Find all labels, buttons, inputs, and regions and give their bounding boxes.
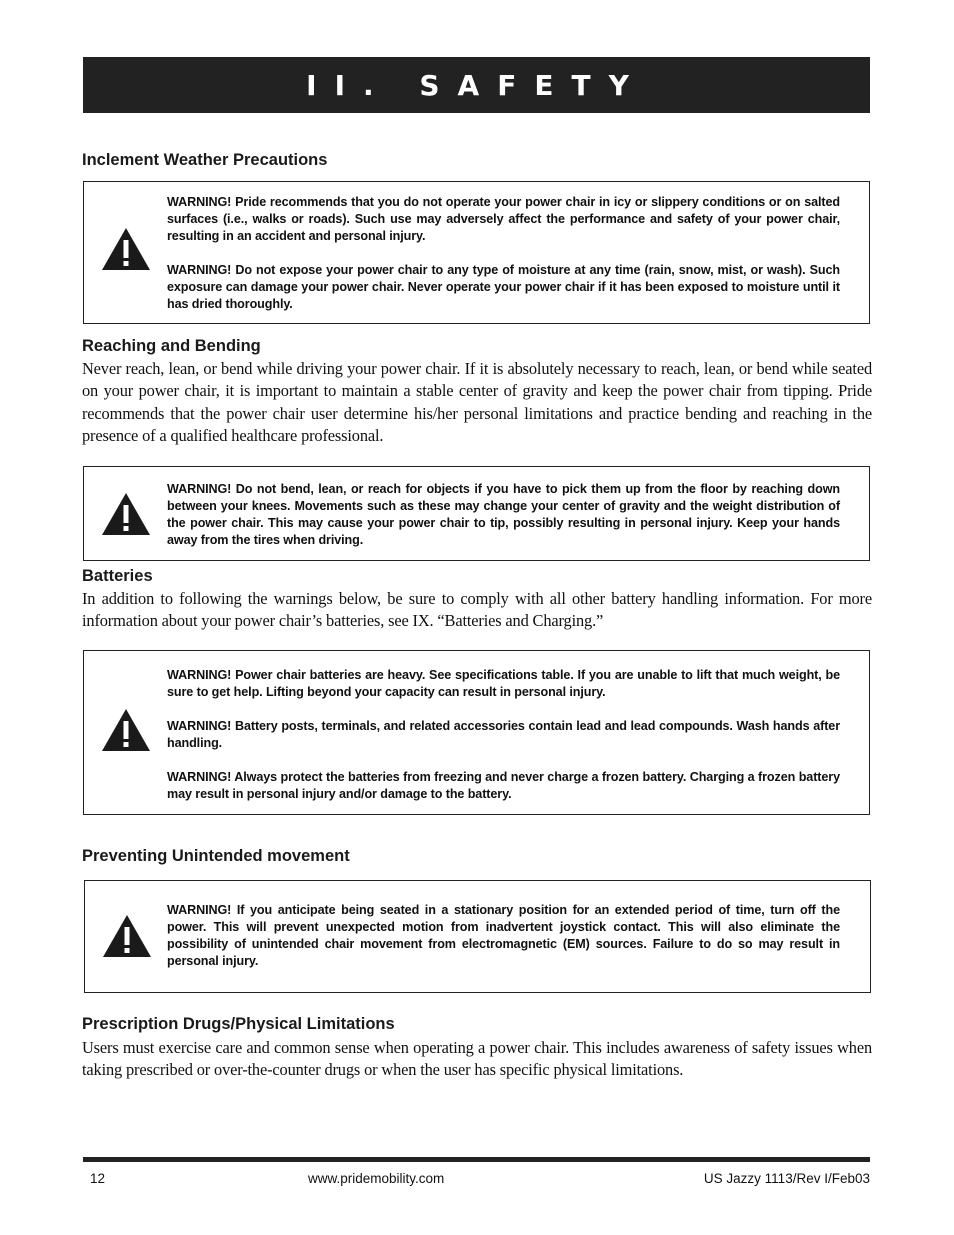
- section-title: II. SAFETY: [306, 68, 647, 102]
- warning-triangle-icon: [100, 226, 152, 272]
- warning-triangle-icon: [101, 913, 153, 959]
- warning-weather-2: WARNING! Do not expose your power chair to any type of moisture at any time (rain, snow, mist, or wash). Such exposure can damage your power chair. Never operate your power chair if it has been exposed to moisture until it has dried thoroughly.: [167, 263, 840, 311]
- footer-rule: [83, 1157, 870, 1162]
- body-reaching-bending: Never reach, lean, or bend while driving your power chair. If it is absolutely necessary to reach, lean, or bend while seated on your power chair, it is important to maintain a stable center of gravity and keep the power chair from tipping. Pride recommends that the power chair user determine his/her personal limitations and practice bending and reaching in the presence of a qualified healthcare professional.: [82, 359, 872, 446]
- warning-triangle-icon: [100, 491, 152, 537]
- warning-box-weather: [83, 181, 870, 324]
- warning-text-weather: [167, 194, 840, 313]
- warning-weather-1: WARNING! Pride recommends that you do not operate your power chair in icy or slippery conditions or on salted surfaces (i.e., walks or roads). Such use may adversely affect the performance and safety of your power chair, resulting in an accident and personal injury.: [167, 195, 840, 243]
- warning-text-reaching: [167, 481, 840, 549]
- warning-batteries-1: WARNING! Power chair batteries are heavy. See specifications table. If you are unable to lift that much weight, be sure to get help. Lifting beyond your capacity can result in personal injury.: [167, 668, 840, 699]
- footer-doc-id: US Jazzy 1113/Rev I/Feb03: [703, 1171, 870, 1186]
- body-batteries: In addition to following the warnings below, be sure to comply with all other battery handling information. For more information about your power chair’s batteries, see IX. “Batteries and Charging.”: [82, 589, 872, 631]
- warning-box-batteries: [83, 650, 870, 815]
- warning-triangle-icon: [100, 707, 152, 753]
- warning-box-reaching: [83, 466, 870, 561]
- warning-box-movement: [84, 880, 871, 993]
- body-prescription-drugs: Users must exercise care and common sense when operating a power chair. This includes awareness of safety issues when taking prescribed or over-the-counter drugs or when the user has specific physical limitations.: [82, 1038, 872, 1080]
- footer-page-number: 12: [90, 1171, 106, 1186]
- heading-reaching-bending: Reaching and Bending: [82, 337, 261, 355]
- warning-movement-1: WARNING! If you anticipate being seated in a stationary position for an extended period of time, turn off the power. This will prevent unexpected motion from inadvertent joystick contact. This will also eliminate the possibility of unintended chair movement from electromagnetic (EM) sources. Failure to do so may result in personal injury.: [167, 903, 840, 968]
- warning-reaching-1: WARNING! Do not bend, lean, or reach for objects if you have to pick them up from the floor by reaching down between your knees. Movements such as these may change your center of gravity and the weight distribution of the power chair. This may cause your power chair to tip, possibly resulting in personal injury. Keep your hands away from the tires when driving.: [167, 482, 840, 547]
- footer-website[interactable]: www.pridemobility.com: [308, 1171, 445, 1186]
- warning-text-batteries: [167, 667, 840, 803]
- heading-inclement-weather: Inclement Weather Precautions: [82, 151, 328, 169]
- warning-batteries-3: WARNING! Always protect the batteries from freezing and never charge a frozen battery. Charging a frozen battery may result in personal injury and/or damage to the battery.: [167, 770, 840, 801]
- warning-text-movement: [167, 902, 840, 970]
- section-banner: [83, 57, 870, 113]
- heading-batteries: Batteries: [82, 567, 153, 585]
- warning-batteries-2: WARNING! Battery posts, terminals, and related accessories contain lead and lead compounds. Wash hands after handling.: [167, 719, 840, 750]
- heading-prescription-drugs: Prescription Drugs/Physical Limitations: [82, 1015, 395, 1033]
- heading-unintended-movement: Preventing Unintended movement: [82, 847, 350, 865]
